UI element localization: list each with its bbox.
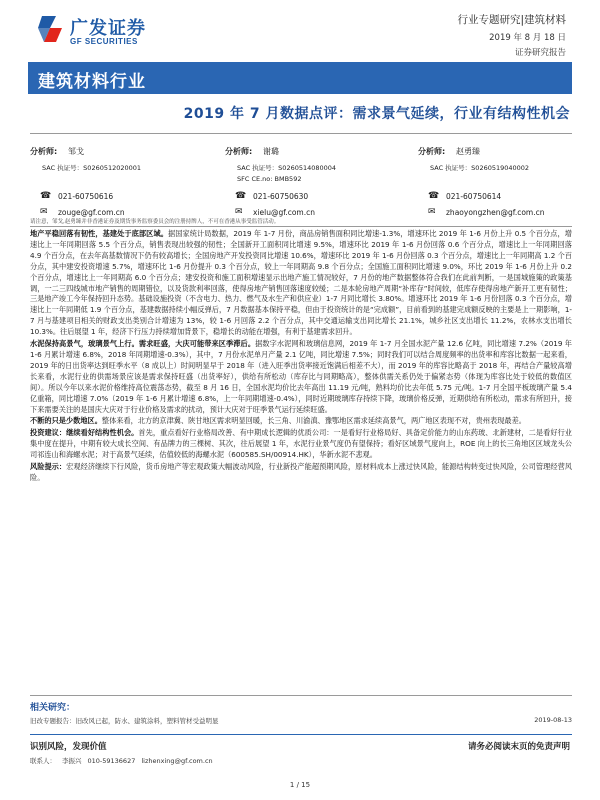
analyst-sfc: SFC CE.no: BMB592 — [237, 175, 302, 183]
company-logo — [36, 10, 176, 54]
divider — [30, 695, 572, 696]
logo-en: GF SECURITIES — [70, 37, 138, 46]
analyst-card — [225, 139, 405, 218]
analyst-label: 分析师: — [30, 147, 58, 156]
paragraph-lead: 风险提示： — [30, 462, 67, 472]
analyst-name: 谢璐 — [263, 147, 279, 156]
analyst-block — [30, 133, 572, 215]
paragraph-text: 首先，重点看好行业格局改善、有中期成长逻辑的优质公司：一是看好行业格局好、具备定价能力的山东药玻、北新建材，二是看好行业集中度在提升，中期有较大成长空间、有品牌力的三棵树、其次，往后展望 1 年，水泥行业景气度仍有望保持；看好区域景气度向上，ROE 向上的长三角地区区域龙头公司祁连山和海螺水泥；对于高景气延续，估值较低的海螺水泥（600585.SH/00914.HK），华新水泥不悲观。 — [30, 428, 572, 460]
paragraph-lead: 水泥保持高景气，玻璃景气上行。需求旺盛，大庆可能带来区季滞后。 — [30, 339, 256, 349]
related-item-text[interactable]: 旧改专题报告：旧改风已起，防水、建筑涂料，塑料管材受益明显 — [30, 717, 219, 725]
analyst-email[interactable]: zhaoyongzhen@gf.com.cn — [446, 208, 545, 217]
analyst-sac: SAC 执证号：S0260514080004 — [237, 164, 337, 172]
analyst-email[interactable]: zouge@gf.com.cn — [58, 208, 125, 217]
report-date: 2019 年 8 月 18 日 — [489, 33, 566, 43]
industry-banner — [28, 62, 572, 94]
footer-contact — [30, 756, 219, 765]
related-title: 相关研究： — [30, 703, 76, 713]
paragraph-text: 据数字水泥网和玻璃信息网，2019 年 1-7 月全国水泥产量 12.6 亿吨，同比增速 7.2%（2019 年 1-6 月累计增速 6.8%，2018 年同期增速-0.3%），其中，7 月份水泥单月产量 2.1 亿吨，同比增速 7.5%；同时我们可以结合周度频率的出货率和库容比数据一起来看，2019 年的日出货率达到旺季水平（8 成以上）时间明显早于 2018 年（进入旺季出货率接近饱满后相差不大），而 2019 年的库容比略高于 2018 年，再结合产量较高增长来看，水泥行业的供需场景应该是需求保持旺盛（出货率好），供给有所松动（库存比与同期略高），整体供需关系仍处于偏紧态势（体现为库容比处于较低的数值区间）。所以今年以来水泥价格维持高位震荡态势，截至 8 月 16 日，全国水泥均价比去年高出 11.19 元/吨，熟料均价比去年低 5.75 元/吨。1-7 月全国平板玻璃产量 5.4 亿重箱，同比增速 7.0%（2019 年 1-6 月累计增速 6.8%，上一年同期增速-0.4%），同时近期玻璃库存持续下降，玻璃价格反弹，近期供给有所松动，需求有所回升，接下来需要关注的是国庆大庆对于行业价格及需求的扰动，预计大庆对于旺季景气运行延续旺盛。 — [30, 339, 572, 414]
phone-icon: ☎ — [235, 191, 247, 201]
body-paragraph — [30, 416, 572, 427]
analyst-email[interactable]: xielu@gf.com.cn — [253, 208, 315, 217]
logo-cn: 广发证券 — [70, 18, 146, 39]
body-paragraph — [30, 428, 572, 461]
analyst-disclaimer: 请注意，邹戈,赵勇臻并非香港证券及期货事务监察委员会的注册持牌人，不可在香港从事受监管活动。 — [30, 219, 280, 225]
contact-phone: 010-59136627 — [87, 757, 136, 765]
paragraph-text: 据国家统计局数据，2019 年 1-7 月份，商品房销售面积同比增速-1.3%，增速环比 2019 年 1-6 月份上升 0.5 个百分点，增速比上一年同期回落 5.5 个百分点，销售表现出较强的韧性；全国新开工面积同比增速 9.5%，增速环比 2019 年 1-6 月份回落 0.6 个百分点，增速比上一年同期回落 4.9 个百分点，在去年高基数情况下仍有较高增长；全国房地产开发投资同比增速 10.6%，增速环比 2019 年 1-6 月份回落 0.3 个百分点，增速比上一年同期高 1.2 个百分点，其中建安投资增速 5.7%，增速环比 1-6 月份提升 0.3 个百分点，较上一年同期高 9.8 个百分点；全国施工面积同比增速 9.0%，环比 2019 年 1-6 月份上升 0.2 个百分点，增速比上一年同期高 6.0 个百分点；建安投资和施工面积增速显示出地产施工情况较好，7 月份的地产数据整体符合我们在此前判断，一是国城施策的政策基调，一二三四线城市地产销售的周期错位，以及货款利率回落，使得房地产销售回落速度较缓；二是本轮房地产周期“补库存”时间较，低库存使得房地产新开工更有韧性；三是地产竣工今年保持回升态势。基础设施投资（不含电力、热力、燃气及水生产和供应业）1-7 月同比增长 3.80%。增速环比 2019 年 1-6 月份回落 0.3 个百分点，增速比上一年同期低 1.9 个百分点，基建数据持续小幅反弹后，7 月数据基本保持平稳，但由于投资统计的是“完成额”，目前看到的基建完成额反映的主要是上一期影响，1-7 月与基建项目相关的财政支出类别合计增速为 13%，较 1-6 月回落 2.2 个百分点，其中交通运输支出同比增长 21.1%，城乡社区支出增长 11.2%，农林水支出增长 10.3%。往后展望 1 年，经济下行压力持续增加背景下，稳增长的动能在增强，有利于基建需求回升。 — [30, 229, 572, 337]
analyst-name: 邹戈 — [68, 147, 84, 156]
divider — [30, 226, 572, 227]
paragraph-text: 宏观经济继续下行风险，货币房地产等宏观政策大幅波动风险，行业新投产能超预期风险，原材料成本上涨过快风险，能源结构转变过快风险，公司管理经营风险。 — [30, 462, 572, 482]
contact-name: 李振兴 — [62, 757, 82, 765]
analyst-sfc — [30, 174, 210, 185]
analyst-phone-row — [225, 191, 405, 202]
analyst-card — [30, 139, 210, 218]
header-meta — [457, 12, 566, 58]
body-paragraph — [30, 462, 572, 484]
phone-icon: ☎ — [40, 191, 52, 201]
analyst-sfc — [418, 174, 572, 185]
divider — [30, 734, 572, 735]
mail-icon: ✉ — [40, 207, 48, 217]
related-item[interactable] — [30, 716, 572, 725]
footer-disclaimer-note: 请务必阅读末页的免责声明 — [467, 742, 570, 752]
paragraph-lead: 投资建议：继续看好结构性机会。 — [30, 428, 139, 438]
phone-icon: ☎ — [428, 191, 440, 201]
analyst-email-row[interactable] — [418, 207, 572, 218]
gf-logo-icon — [36, 14, 64, 44]
mail-icon: ✉ — [428, 207, 436, 217]
contact-label: 联系人： — [30, 757, 56, 765]
paragraph-lead: 不断的只是少数地区。 — [30, 416, 102, 426]
report-type: 行业专题研究|建筑材料 — [457, 14, 566, 26]
paragraph-text: 整体来看，北方的京津冀、陕甘地区需求明显回暖，长三角、川渝滇、豫鄂地区需求延续高景气，两广地区表现不对，贵州表现最差。 — [101, 416, 526, 426]
paragraph-lead: 地产平稳回落有韧性，基建处于底部区域。 — [30, 229, 168, 238]
footer-slogan: 识别风险，发现价值 — [30, 742, 107, 752]
analyst-phone: 021-60750616 — [58, 192, 114, 201]
analyst-phone: 021-60750630 — [253, 192, 309, 201]
analyst-name: 赵勇臻 — [456, 147, 480, 156]
page-number: 1 / 15 — [289, 781, 311, 789]
mail-icon: ✉ — [235, 207, 243, 217]
analyst-sac: SAC 执证号：S0260519040002 — [430, 164, 530, 172]
analyst-sac: SAC 执证号：S0260512020001 — [42, 164, 142, 172]
body-paragraph — [30, 339, 572, 415]
body-paragraph — [30, 229, 572, 338]
related-item-date: 2019-08-13 — [534, 716, 572, 724]
report-title: 2019 年 7 月数据点评：需求景气延续，行业有结构性机会 — [183, 106, 570, 122]
analyst-label: 分析师: — [225, 147, 253, 156]
analyst-card — [418, 139, 572, 218]
report-body — [30, 229, 572, 485]
contact-email[interactable]: lizhenxing@gf.com.cn — [141, 757, 213, 765]
report-kind: 证券研究报告 — [514, 48, 566, 58]
industry-title: 建筑材料行业 — [38, 72, 146, 92]
analyst-phone-row — [30, 191, 210, 202]
analyst-phone: 021-60750614 — [446, 192, 502, 201]
analyst-phone-row — [418, 191, 572, 202]
analyst-label: 分析师: — [418, 147, 446, 156]
